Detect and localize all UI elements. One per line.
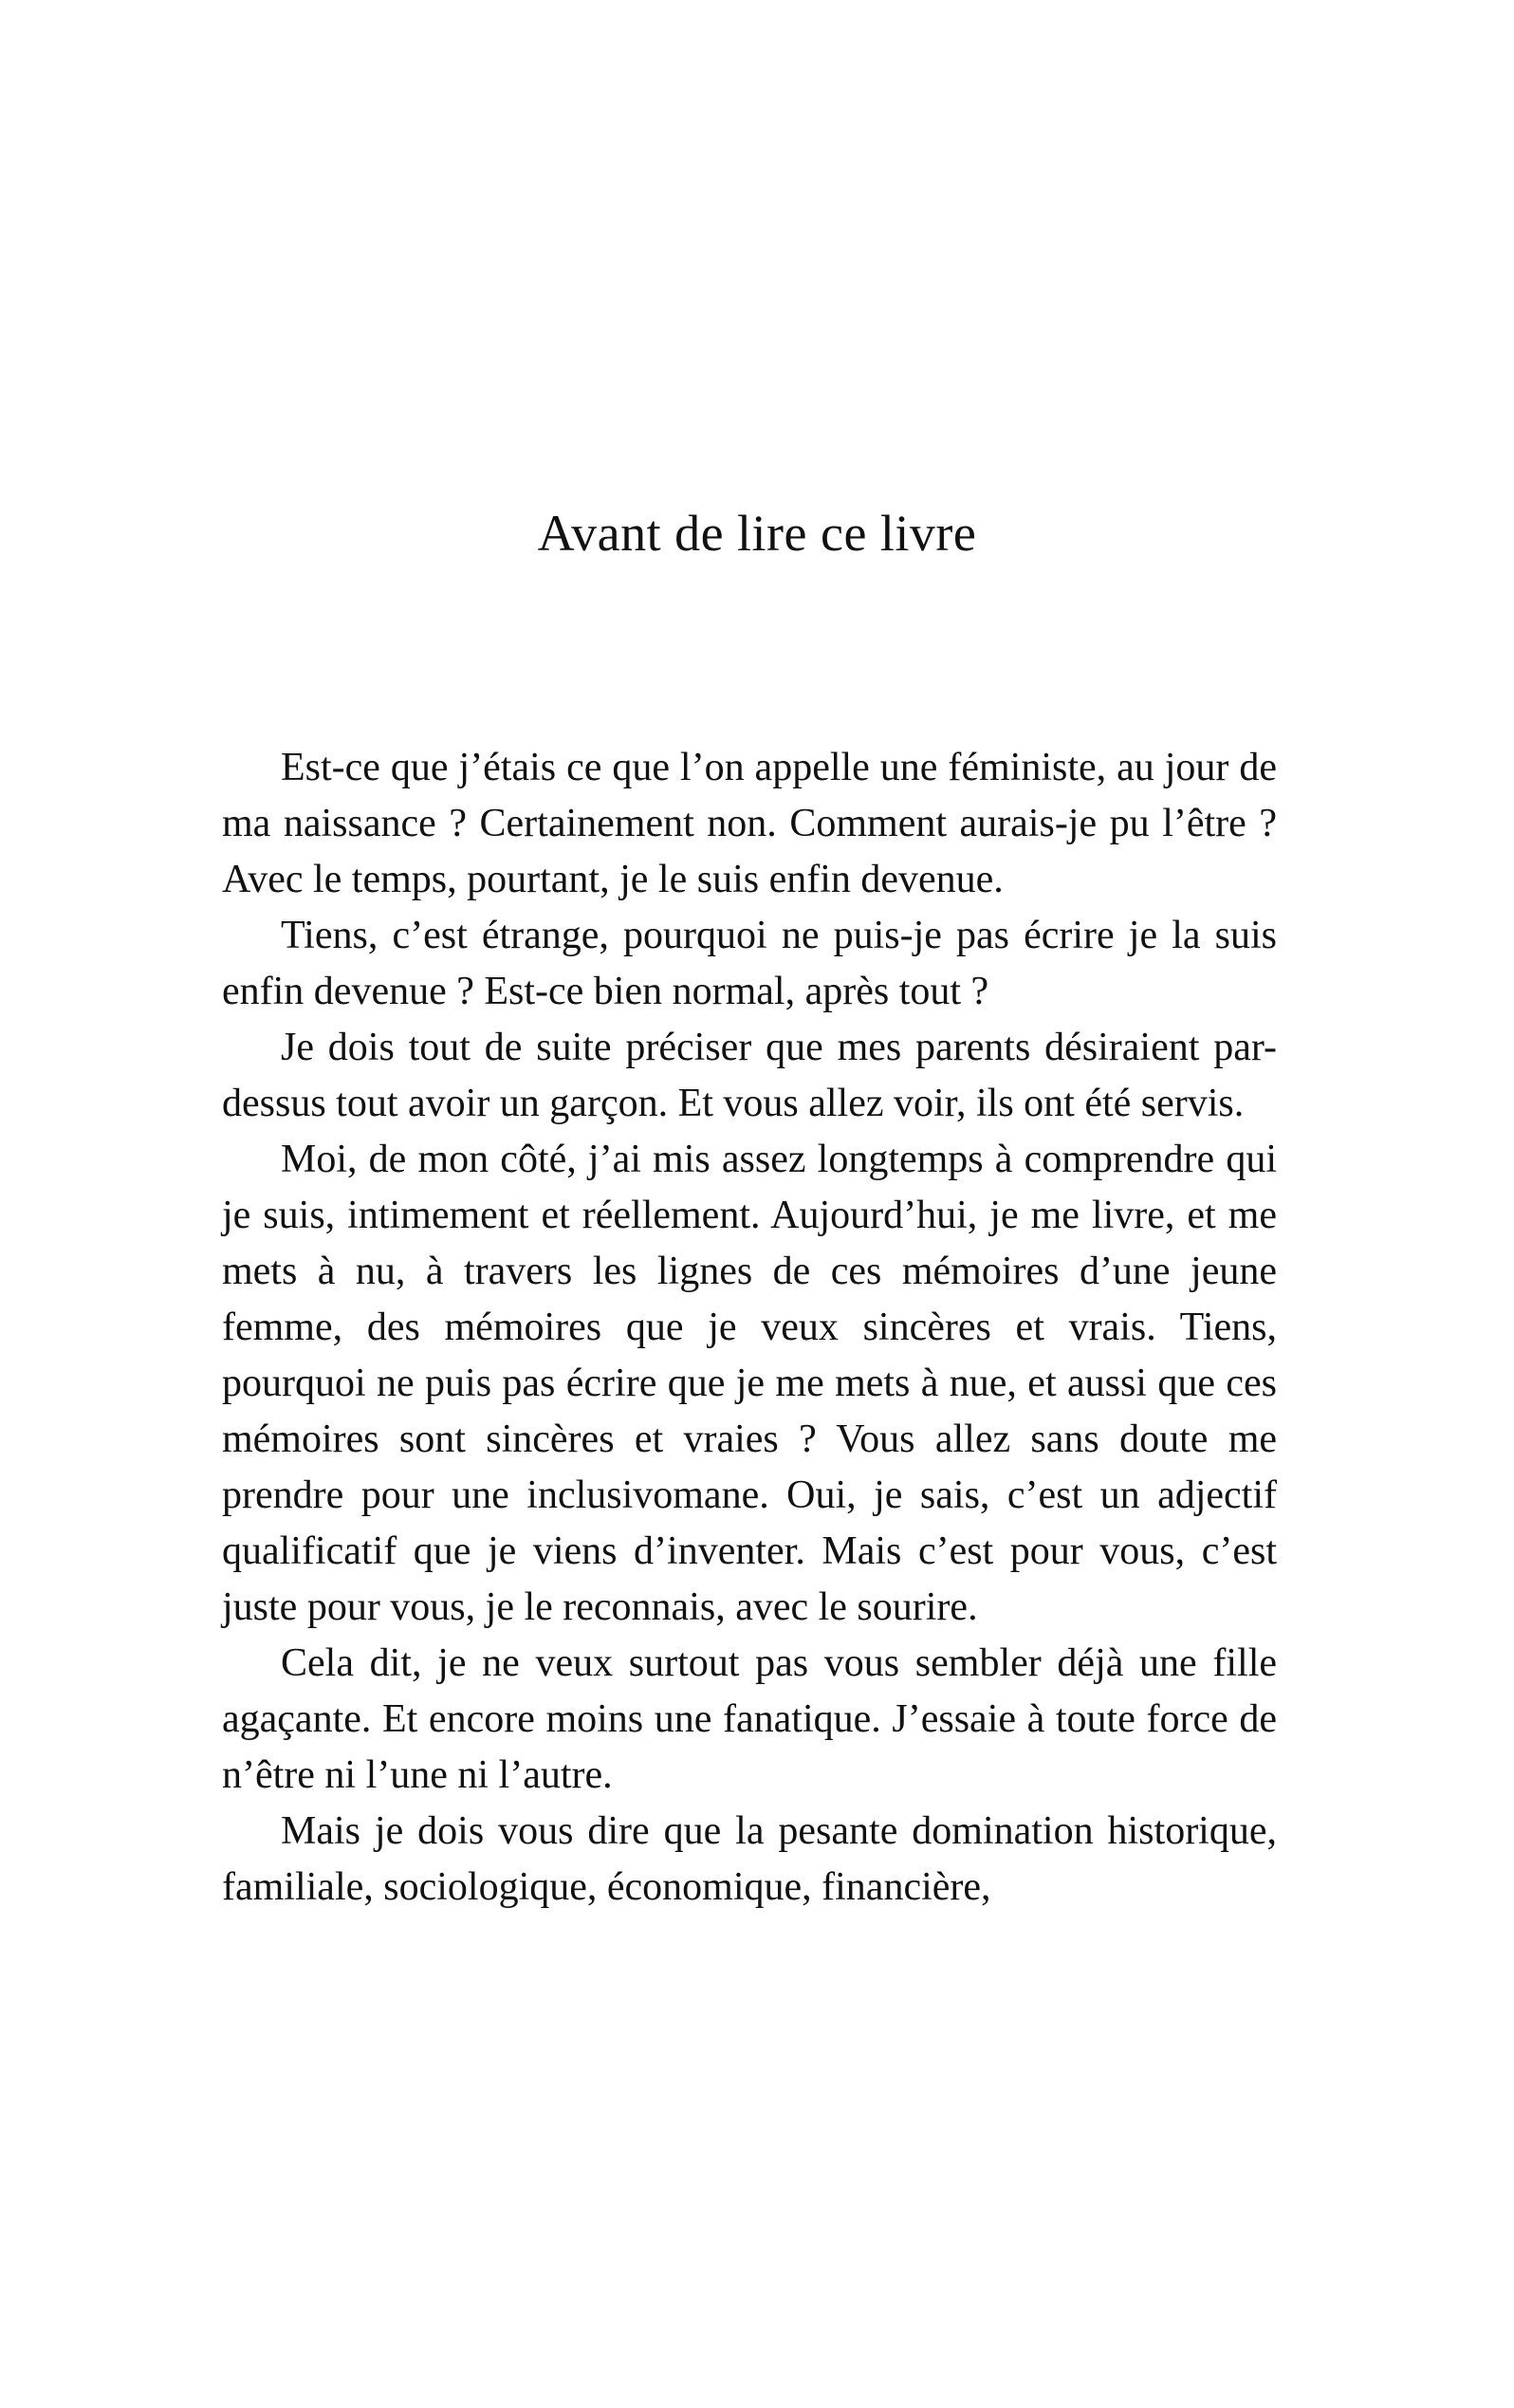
paragraph: Tiens, c’est étrange, pourquoi ne puis-je pas écrire je la suis enfin devenue ? Est-ce bien normal, après tout ? bbox=[222, 914, 1277, 1013]
paragraph: Moi, de mon côté, j’ai mis assez longtemps à comprendre qui je suis, intimement et réellement. Aujourd’hui, je me livre, et me mets à nu, à travers les lignes de ces mémoires d’une jeune femme, des mémoires que je veux sincères et vrais. Tiens, pourquoi ne puis pas écrire que je me mets à nue, et aussi que ces mémoires sont sincères et vraies ? Vous allez sans doute me prendre pour une inclusivomane. Oui, je sais, c’est un adjectif qualificatif que je viens d’inventer. Mais c’est pour vous, c’est juste pour vous, je le reconnais, avec le sourire. bbox=[222, 1138, 1277, 1629]
paragraph: Cela dit, je ne veux surtout pas vous sembler déjà une fille agaçante. Et encore moins une fanatique. J’essaie à toute force de n’être ni l’une ni l’autre. bbox=[222, 1641, 1277, 1797]
paragraph: Je dois tout de suite préciser que mes parents désiraient par-dessus tout avoir un garçon. Et vous allez voir, ils ont été servis. bbox=[222, 1026, 1277, 1125]
paragraph: Mais je dois vous dire que la pesante domination historique, familiale, sociologique, économique, financière, bbox=[222, 1809, 1277, 1909]
chapter-title: Avant de lire ce livre bbox=[537, 505, 977, 562]
paragraph: Est-ce que j’étais ce que l’on appelle une féministe, au jour de ma naissance ? Certainement non. Comment aurais-je pu l’être ? Avec le temps, pourtant, je le suis enfin devenue. bbox=[222, 746, 1277, 901]
chapter-body bbox=[222, 740, 1277, 1916]
